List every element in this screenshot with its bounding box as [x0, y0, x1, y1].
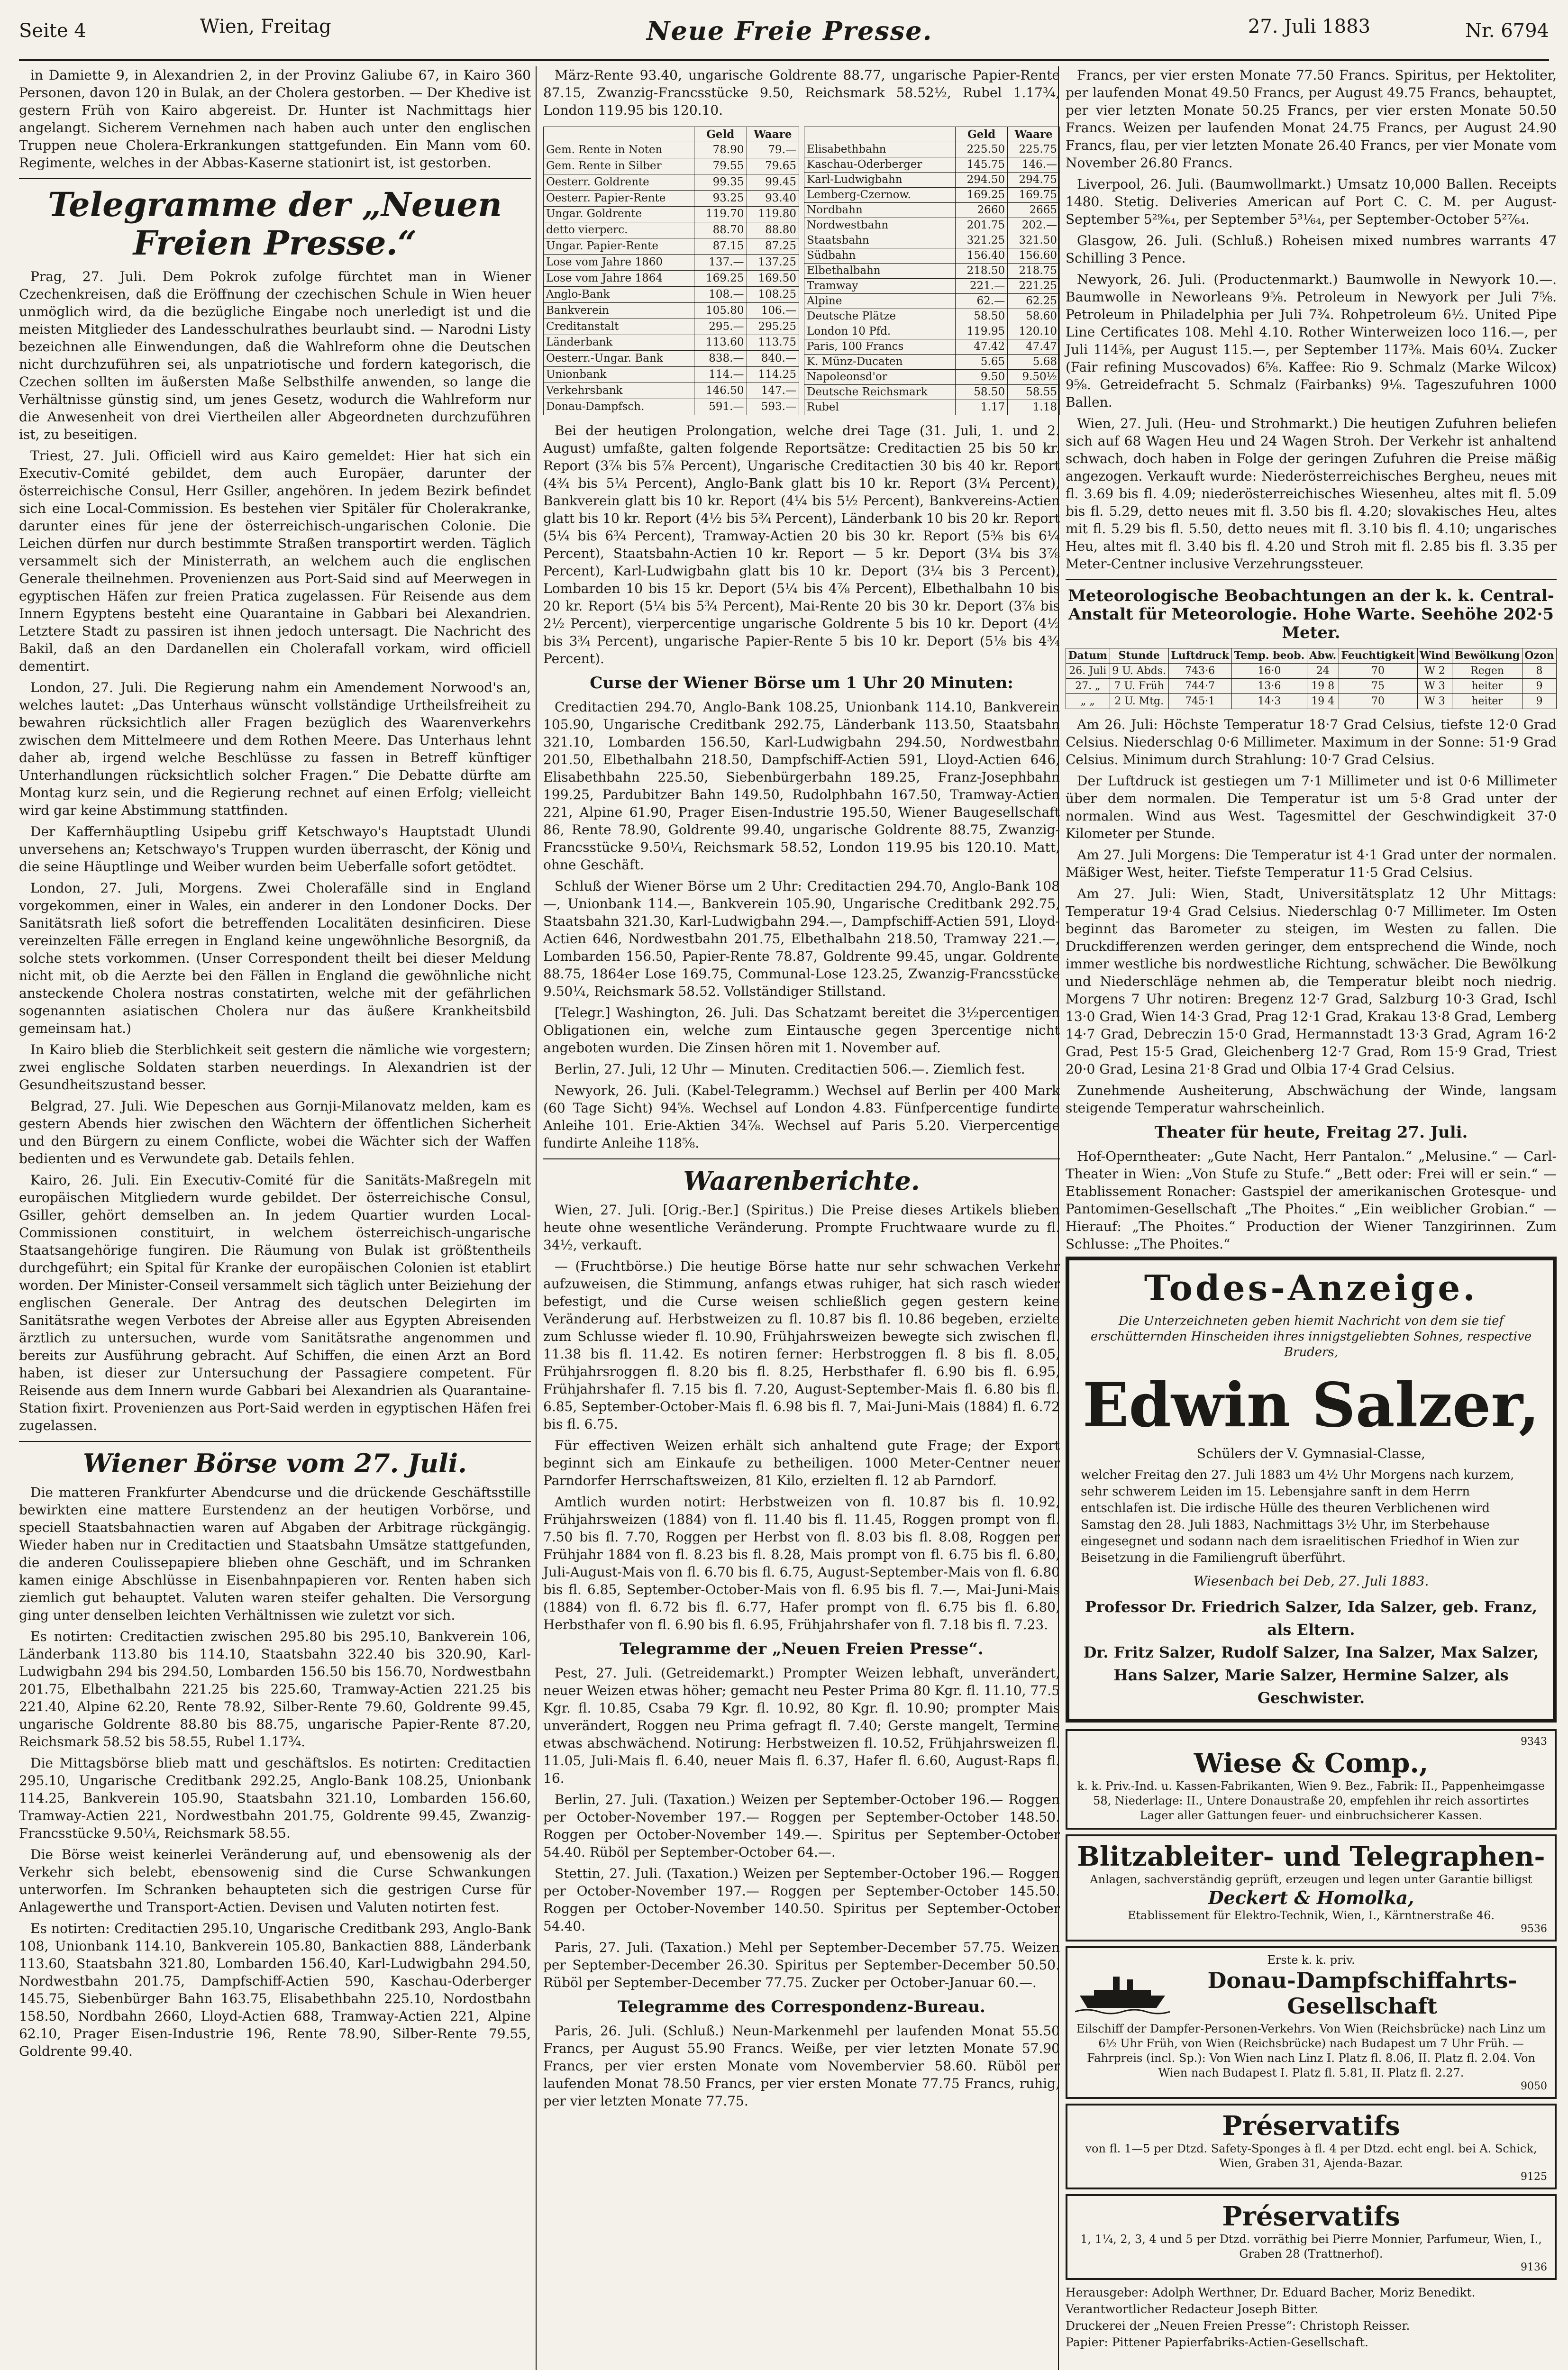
table-cell: Oesterr. Goldrente: [544, 174, 694, 190]
ad-number: 9050: [1521, 2080, 1547, 2093]
table-cell: 70: [1339, 664, 1417, 679]
table-cell: 221.25: [1008, 279, 1060, 294]
table-header: Luftdruck: [1168, 648, 1231, 664]
table-row: [544, 335, 799, 351]
exchange-rates-table-right: [804, 127, 1060, 415]
imprint-publishers: Herausgeber: Adolph Werthner, Dr. Eduard Bacher, Moriz Benedikt.: [1066, 2286, 1476, 2300]
table-cell: 27. „: [1066, 679, 1110, 694]
table-header: Abw.: [1307, 648, 1339, 664]
table-header: Temp. beob.: [1231, 648, 1307, 664]
table-row: [544, 222, 799, 238]
ad-title: Préservatifs: [1222, 2110, 1400, 2142]
dateline-place: Wien, Freitag: [200, 16, 331, 37]
table-cell: 840.—: [747, 351, 799, 367]
table-row: [544, 174, 799, 190]
table-cell: Lemberg-Czernow.: [804, 188, 956, 203]
table-header: Datum: [1066, 648, 1110, 664]
article-paragraph: Zunehmende Ausheiterung, Abschwächung der Winde, langsam steigende Temperatur wahrscheinlich.: [1066, 1083, 1557, 1116]
deceased-description: Schülers der V. Gymnasial-Classe,: [1196, 1446, 1426, 1462]
table-row: [804, 157, 1060, 173]
table-cell: 5.68: [1008, 355, 1060, 370]
table-cell: 47.47: [1008, 339, 1060, 355]
table-row: [544, 255, 799, 271]
ad-title: Donau-Dampfschiffahrts-Gesellschaft: [1207, 1968, 1517, 2019]
table-cell: 9: [1522, 694, 1556, 709]
article-paragraph: Die Mittagsbörse blieb matt und geschäftslos. Es notirten: Creditactien 295.10, Ungarische Creditbank 292.25, Anglo-Bank 108.25, Unionbank 114.25, Bankverein 105.90, Staatsbahn 321.10, Lombarden 156.60, Tramway-Actien 221, Nordwestbahn 201.75, Goldrente 99.45, Zwanzig-Francsstücke 9.50¼, Reichsmark 58.55.: [19, 1755, 531, 1841]
table-cell: 321.50: [1008, 233, 1060, 248]
table-cell: Paris, 100 Francs: [804, 339, 956, 355]
table-cell: Tramway: [804, 279, 956, 294]
table-cell: 201.75: [956, 218, 1008, 233]
ad-title: Wiese & Comp.,: [1194, 1748, 1429, 1779]
table-cell: 156.60: [1008, 248, 1060, 264]
table-cell: 146.—: [1008, 157, 1060, 173]
death-notice-place: Wiesenbach bei Deb, 27. Juli 1883.: [1193, 1573, 1429, 1589]
divider: [543, 1158, 1060, 1159]
ad-number: 9343: [1521, 1736, 1547, 1748]
table-cell: 19 4: [1307, 694, 1339, 709]
table-row: [544, 271, 799, 287]
table-cell: Deutsche Reichsmark: [804, 385, 956, 400]
table-cell: Länderbank: [544, 335, 694, 351]
table-cell: 62.—: [956, 294, 1008, 309]
article-paragraph: Die matteren Frankfurter Abendcurse und die drückende Geschäftsstille bewirkten eine mattere Eurstendenz an der heutigen Vorbörse, und speciell Staatsbahnactien waren auf Abgaben der Arbitrage rückgängig. Wieder haben nur in Creditactien und Staatsbahn Umsätze stattgefunden, die anderen Coulissepapiere blieben ohne Geschäft, und im Schranken kamen einige Abschlüsse in Eisenbahnpapieren vor. Renten haben sich ziemlich gut behauptet. Valuten waren steifer gehalten. Die Versorgung ging unter denselben leichten Verhältnissen wie zuletzt vor sich.: [19, 1485, 531, 1623]
article-paragraph: [Telegr.] Washington, 26. Juli. Das Schatzamt bereitet die 3½percentigen Obligationen ein, welche zum Eintausche gegen 3percentige nicht angeboten wurden. Die Zinsen hören mit 1. November auf.: [543, 1005, 1060, 1056]
table-header: Geld: [956, 127, 1008, 142]
table-cell: 9.50: [956, 370, 1008, 385]
table-cell: Unionbank: [544, 367, 694, 383]
advertisement-preservatifs-2: [1066, 2194, 1557, 2280]
table-row: [804, 355, 1060, 370]
ad-badge: Erste k. k. priv.: [1267, 1953, 1355, 1967]
table-cell: 113.60: [694, 335, 747, 351]
table-cell: Bankverein: [544, 302, 694, 319]
ad-text: Eilschiff der Dampfer-Personen-Verkehrs. Von Wien (Reichsbrücke) nach Linz um 6½ Uhr Früh, von Wien (Reichsbrücke) nach Budapest um 7 Uhr Früh. — Fahrpreis (incl. Sp.): Von Wien nach Linz I. Platz fl. 8.06, II. Platz fl. 2.04. Von Wien nach Budapest I. Platz fl. 5.81, II. Platz fl. 2.27.: [1076, 2022, 1546, 2080]
family-siblings: Dr. Fritz Salzer, Rudolf Salzer, Ina Salzer, Max Salzer, Hans Salzer, Marie Salzer, Hermine Salzer, als Geschwister.: [1083, 1643, 1539, 1707]
section-heading-theater: Theater für heute, Freitag 27. Juli.: [1154, 1123, 1468, 1142]
article-paragraph: Der Luftdruck ist gestiegen um 7·1 Millimeter und ist 0·6 Millimeter über dem normalen. Die Temperatur ist um 5·8 Grad unter der normalen. Wind aus West. Tagesmittel der Geschwindigkeit 37·0 Kilometer per Stunde.: [1066, 773, 1557, 842]
article-paragraph: Die Börse weist keinerlei Veränderung auf, und ebensowenig als der Verkehr sich belebt, ebensowenig sind die Curse Schwankungen unterworfen. Im Schranken behaupteten sich die gestrigen Curse für Anlagewerthe und Transport-Actien. Devisen und Valuten notirten fest.: [19, 1847, 531, 1915]
table-cell: 295.25: [747, 319, 799, 335]
table-cell: 1.17: [956, 400, 1008, 415]
table-cell: 147.—: [747, 383, 799, 399]
table-header: Wind: [1417, 648, 1452, 664]
masthead: [19, 3, 1549, 61]
article-paragraph: Es notirten: Creditactien 295.10, Ungarische Creditbank 293, Anglo-Bank 108, Unionbank 114.10, Bankverein 105.80, Bankactien 888, Länderbank 113.60, Staatsbahn 321.80, Lombarden 156.40, Karl-Ludwigbahn 294.50, Nordwestbahn 201.75, Dampfschiff-Actien 590, Kaschau-Oderberger 145.75, Siebenbürger Bahn 163.75, Elisabethbahn 225.10, Nordostbahn 158.50, Nordbahn 2660, Lloyd-Actien 688, Tramway-Actien 221, Alpine 62.10, Prager Eisen-Industrie 196, Rente 78.90, Silber-Rente 79.55, Goldrente 99.40.: [19, 1921, 531, 2060]
table-cell: 119.70: [694, 206, 747, 222]
table-cell: 87.15: [694, 238, 747, 255]
table-header: Geld: [694, 127, 747, 142]
article-paragraph: Der Kaffernhäuptling Usipebu griff Ketschwayo's Hauptstadt Ulundi unversehens an; Ketschwayo's Truppen wurden überrascht, der König und die seine Häuptlinge und Weiber wurden beim Ueberfalle sofort getödtet.: [19, 824, 531, 875]
exchange-rates-table-left: [543, 127, 799, 415]
table-row: [804, 203, 1060, 218]
table-cell: Lose vom Jahre 1860: [544, 255, 694, 271]
table-cell: Anglo-Bank: [544, 286, 694, 302]
table-cell: Creditanstalt: [544, 319, 694, 335]
table-cell: Elisabethbahn: [804, 142, 956, 157]
table-row: [544, 302, 799, 319]
divider: [1066, 579, 1557, 580]
section-heading-meteorology: Meteorologische Beobachtungen an der k. k. Central-Anstalt für Meteorologie. Hohe Warte. Seehöhe 202·5 Meter.: [1068, 586, 1554, 643]
table-row: [544, 399, 799, 415]
table-cell: Deutsche Plätze: [804, 309, 956, 324]
table-cell: 169.25: [694, 271, 747, 287]
table-cell: „ „: [1066, 694, 1110, 709]
table-cell: 58.60: [1008, 309, 1060, 324]
table-cell: detto vierperc.: [544, 222, 694, 238]
table-cell: 88.70: [694, 222, 747, 238]
imprint-editor: Verantwortlicher Redacteur Joseph Bitter.: [1066, 2302, 1319, 2316]
table-cell: 108.—: [694, 286, 747, 302]
table-cell: 119.95: [956, 324, 1008, 339]
table-row: [544, 238, 799, 255]
ad-text: k. k. Priv.-Ind. u. Kassen-Fabrikanten, Wien 9. Bez., Fabrik: II., Pappenheimgasse 58, Niederlage: II., Untere Donaustraße 20, empfehlen ihr reich assortirtes Lager aller Gattungen feuer- und einbruchsicherer Kassen.: [1077, 1779, 1545, 1823]
article-paragraph: Newyork, 26. Juli. (Kabel-Telegramm.) Wechsel auf Berlin per 400 Mark (60 Tage Sicht) 94⅝. Wechsel auf London 4.83. Fünfpercentige fundirte Anleihe 101. Erie-Aktien 34⅞. Wechsel auf Paris 5.20. Vierpercentige fundirte Anleihe 118⅝.: [543, 1083, 1060, 1151]
table-row: [804, 218, 1060, 233]
table-cell: 79.65: [747, 158, 799, 174]
table-row: [804, 324, 1060, 339]
article-paragraph: Amtlich wurden notirt: Herbstweizen von fl. 10.87 bis fl. 10.92, Frühjahrsweizen (1884) von fl. 11.40 bis fl. 11.45, Roggen prompt von fl. 7.50 bis fl. 7.70, Roggen per Herbst von fl. 8.03 bis fl. 8.08, Roggen per Frühjahr 1884 von fl. 8.23 bis fl. 8.28, Mais prompt von fl. 6.75 bis fl. 6.80, Juli-August-Mais von fl. 6.70 bis fl. 6.75, August-September-Mais von fl. 6.80 bis fl. 6.85, September-October-Mais von fl. 6.95 bis fl. 7.—, Mai-Juni-Mais (1884) von fl. 6.72 bis fl. 6.77, Hafer prompt von fl. 6.75 bis fl. 6.80, Herbsthafer von fl. 6.90 bis fl. 6.95, Frühjahrshafer von fl. 7.18 bis fl. 7.23.: [543, 1494, 1060, 1633]
table-cell: 9 U. Abds.: [1110, 664, 1168, 679]
column-3: [1058, 66, 1557, 2370]
section-heading-correspondenz: Telegramme des Correspondenz-Bureau.: [618, 1997, 985, 2017]
table-cell: 47.42: [956, 339, 1008, 355]
table-cell: Staatsbahn: [804, 233, 956, 248]
exchange-rates-tables: [543, 123, 1060, 422]
table-row: [544, 206, 799, 222]
table-cell: 1.18: [1008, 400, 1060, 415]
table-cell: 169.75: [1008, 188, 1060, 203]
table-cell: Verkehrsbank: [544, 383, 694, 399]
article-paragraph: Wien, 27. Juli. [Orig.-Ber.] (Spiritus.) Die Preise dieses Artikels blieben heute ohne wesentliche Veränderung. Prompte Fruchtwaare wurde zu fl. 34½, verkauft.: [543, 1202, 1060, 1253]
table-cell: Regen: [1452, 664, 1522, 679]
table-row: [804, 339, 1060, 355]
table-cell: 2 U. Mtg.: [1110, 694, 1168, 709]
table-cell: heiter: [1452, 694, 1522, 709]
table-row: [804, 400, 1060, 415]
table-cell: Ungar. Goldrente: [544, 206, 694, 222]
ad-text: Anlagen, sachverständig geprüft, erzeugen und legen unter Garantie billigst: [1090, 1873, 1532, 1887]
article-paragraph: März-Rente 93.40, ungarische Goldrente 88.77, ungarische Papier-Rente 87.15, Zwanzig-Francsstücke 9.50, Reichsmark 58.52½, Rubel 1.17¾, London 119.95 bis 120.10.: [543, 67, 1060, 118]
table-cell: 137.25: [747, 255, 799, 271]
death-notice: [1066, 1257, 1557, 1723]
table-row: [804, 188, 1060, 203]
table-cell: 321.25: [956, 233, 1008, 248]
table-cell: 26. Juli: [1066, 664, 1110, 679]
issue-number: Nr. 6794: [1465, 20, 1549, 42]
death-notice-title: Todes-Anzeige.: [1144, 1268, 1478, 1309]
table-cell: Kaschau-Oderberger: [804, 157, 956, 173]
table-row: [804, 294, 1060, 309]
table-cell: Gem. Rente in Silber: [544, 158, 694, 174]
table-cell: London 10 Pfd.: [804, 324, 956, 339]
table-cell: 295.—: [694, 319, 747, 335]
table-cell: 169.50: [747, 271, 799, 287]
table-cell: 79.55: [694, 158, 747, 174]
table-cell: 114.25: [747, 367, 799, 383]
article-paragraph: Stettin, 27. Juli. (Taxation.) Weizen per September-October 196.— Roggen per October-November 197.— Roggen per September-October 145.50. Roggen per October-November 140.50. Spiritus per September-October 54.40.: [543, 1866, 1060, 1934]
table-header: [804, 127, 956, 142]
table-cell: 8: [1522, 664, 1556, 679]
table-row: [804, 233, 1060, 248]
article-paragraph: Paris, 27. Juli. (Taxation.) Mehl per September-December 57.75. Weizen per September-December 26.30. Spiritus per September-December 50.50. Rüböl per September-December 77.75. Zucker per October-Januar 60.—.: [543, 1940, 1060, 1991]
table-row: [804, 385, 1060, 400]
table-row: [544, 286, 799, 302]
imprint-paper: Papier: Pittener Papierfabriks-Actien-Gesellschaft.: [1066, 2335, 1369, 2350]
article-paragraph: Wien, 27. Juli. (Heu- und Strohmarkt.) Die heutigen Zufuhren beliefen sich auf 68 Wagen Heu und 24 Wagen Stroh. Der Verkehr ist anhaltend schwach, doch haben in Folge der geringen Zufuhren die Preise mäßig angezogen. Verkauft wurde: Niederösterreichisches Bergheu, neues mit fl. 3.69 bis fl. 4.09; niederösterreichisches Wiesenheu, altes mit fl. 5.09 bis fl. 5.29, detto neues mit fl. 3.50 bis fl. 4.20; slovakisches Heu, altes mit fl. 5.29 bis fl. 5.50, detto neues mit fl. 3.10 bis fl. 4.10; ungarisches Heu, altes mit fl. 3.40 bis fl. 4.20 und Stroh mit fl. 2.85 bis fl. 3.35 per Meter-Centner inclusive Verzehrungssteuer.: [1066, 416, 1557, 572]
article-paragraph: London, 27. Juli. Die Regierung nahm ein Amendement Norwood's an, welches lautet: „Das Unterhaus wünscht vollständige Urtheilsfreiheit zu bewahren rücksichtlich aller Fragen bezüglich des Waarenverkehrs zwischen dem Mittelmeere und dem Rothen Meere. Das Unterhaus lehnt daher ab, irgend welche Beschlüsse zu fassen in Betreff künftiger Unterhandlungen rücksichtlich solcher Fragen.“ Die Debatte dürfte am Montag kurz sein, und die Regierung rechnet auf einen Erfolg; vielleicht wird gar keine Abstimmung stattfinden.: [19, 680, 531, 818]
table-header: Feuchtigkeit: [1339, 648, 1417, 664]
imprint: [1066, 2285, 1557, 2350]
table-row: [544, 158, 799, 174]
divider: [19, 178, 531, 179]
table-cell: 62.25: [1008, 294, 1060, 309]
table-cell: 225.75: [1008, 142, 1060, 157]
masthead-center: [86, 16, 1465, 46]
table-cell: Alpine: [804, 294, 956, 309]
family-parents: Professor Dr. Friedrich Salzer, Ida Salzer, geb. Franz, als Eltern.: [1085, 1598, 1538, 1639]
column-2: [536, 66, 1060, 2370]
table-cell: 113.75: [747, 335, 799, 351]
article-paragraph: Bei der heutigen Prolongation, welche drei Tage (31. Juli, 1. und 2. August) umfaßte, galten folgende Reportsätze: Creditactien 25 bis 50 kr. Report (3⅞ bis 5⅞ Percent), Ungarische Creditactien 30 bis 40 kr. Report (4¾ bis 5¼ Percent), Anglo-Bank glatt bis 10 kr. Report (3¼ Percent), Bankverein glatt bis 10 kr. Report (4¼ bis 5½ Percent), Bankvereins-Actien glatt bis 10 kr. Report (4½ bis 5¾ Percent), Länderbank 10 bis 20 kr. Report (5¼ bis 6¾ Percent), Tramway-Actien 20 bis 30 kr. Report (5⅜ bis 6¼ Percent), Staatsbahn-Actien 10 kr. Report — 5 kr. Deport (3¼ bis 3⅞ Percent), Karl-Ludwigbahn glatt bis 10 kr. Deport (3¼ bis 3 Percent), Lombarden 10 bis 15 kr. Deport (5¼ bis 4⅞ Percent), Elbethalbahn 10 bis 20 kr. Report (5¼ bis 5¾ Percent), Mai-Rente 20 bis 30 kr. Deport (3⅞ bis 2½ Percent), vierpercentige ungarische Goldrente 5 bis 10 kr. Deport (4½ bis 3¾ Percent), ungarische Papier-Rente 5 bis 10 kr. Deport (5⅛ bis 4¾ Percent).: [543, 423, 1060, 666]
article-paragraph: Creditactien 294.70, Anglo-Bank 108.25, Unionbank 114.10, Bankverein 105.90, Ungarische Creditbank 292.75, Länderbank 113.50, Staatsbahn 321.10, Lombarden 156.50, Karl-Ludwigbahn 294.50, Nordwestbahn 201.50, Elbethalbahn 218.50, Dampfschiff-Actien 591, Lloyd-Actien 646, Elisabethbahn 225.50, Siebenbürgerbahn 189.25, Franz-Josephbahn 199.25, Pardubitzer Bahn 149.50, Rudolphbahn 167.50, Tramway-Actien 221, Alpine 61.90, Prager Eisen-Industrie 195.50, Wiener Baugesellschaft 86, Rente 78.90, Goldrente 99.40, ungarische Goldrente 88.75, Zwanzig-Francsstücke 9.50¼, Reichsmark 58.52, London 119.95 bis 120.10. Matt, ohne Geschäft.: [543, 699, 1060, 873]
section-heading-curse: Curse der Wiener Börse um 1 Uhr 20 Minuten:: [590, 674, 1013, 693]
table-cell: 5.65: [956, 355, 1008, 370]
column-1: [19, 66, 531, 2370]
table-cell: Nordbahn: [804, 203, 956, 218]
table-cell: Karl-Ludwigbahn: [804, 173, 956, 188]
table-cell: 9: [1522, 679, 1556, 694]
table-header: Waare: [747, 127, 799, 142]
article-paragraph: Francs, per vier ersten Monate 77.50 Francs. Spiritus, per Hektoliter, per laufenden Monat 49.50 Francs, per August 49.75 Francs, behauptet, per vier letzten Monate 50.25 Francs, per vier ersten Monate 50.50 Francs. Weizen per laufenden Monat 24.75 Francs, per August 24.90 Francs, flau, per vier letzten Monate 26.40 Francs, per vier Monate vom November 26.80 Francs.: [1066, 67, 1557, 171]
table-cell: Rubel: [804, 400, 956, 415]
section-heading-telegramme-2: Telegramme der „Neuen Freien Presse“.: [620, 1640, 984, 1659]
article-paragraph: Triest, 27. Juli. Officiell wird aus Kairo gemeldet: Hier hat sich ein Executiv-Comité gebildet, dem auch Europäer, darunter der österreichische Consul, Herr Gsiller, angehören. In jedem Bezirk befindet sich eine Local-Commission. Es bestehen vier Spitäler für Cholerakranke, darunter eines für jene der österreichisch-ungarischen Colonie. Die Leichen dürfen nur durch bestimmte Straßen transportirt werden. Täglich versammelt sich der Ministerrath, an welchem auch die englischen Generale theilnehmen. Provenienzen aus Port-Said sind auf Meerwegen in egyptischen Häfen zur freien Pratica zugelassen. Für Reisende aus dem Innern Egyptens besteht eine Quarantaine in Gabbari bei Alexandrien. Letztere Stadt zu passiren ist ihnen jedoch untersagt. Die Nachricht des Bakil, daß an den Dardanellen ein Cholerafall vorkam, wird officiell dementirt.: [19, 448, 531, 674]
table-cell: Oesterr.-Ungar. Bank: [544, 351, 694, 367]
table-cell: 294.50: [956, 173, 1008, 188]
article-paragraph: Liverpool, 26. Juli. (Baumwollmarkt.) Umsatz 10,000 Ballen. Receipts 1480. Stetig. Deliveries American auf Port C. C. M. per August-September 5²⁹⁄₆₄, per September 5³¹⁄₆₄, per September-October 5²⁷⁄₆₄.: [1066, 176, 1557, 227]
table-cell: 78.90: [694, 142, 747, 158]
article-paragraph: Newyork, 26. Juli. (Productenmarkt.) Baumwolle in Newyork 10.—. Baumwolle in Neworleans 9⅝. Petroleum in Newyork per Juli 7⅝. Petroleum in Philadelphia per Juli 7¾. Rohpetroleum 6½. United Pipe Line Certificates 108. Mehl 4.10. Rother Winterweizen loco 116.—, per Juli 114⅝, per August 115.—, per September 117⅜. Mais 60¼. Zucker (Fair refining Muscovados) 6⅝. Kaffee: Rio 9. Schmalz (Marke Wilcox) 9⅝. Getreidefracht 5. Schmalz (Fairbanks) 9⅛. Tageszufuhren 1000 Ballen.: [1066, 272, 1557, 410]
death-notice-intro: Die Unterzeichneten geben hiemit Nachricht von dem sie tief erschütternden Hinscheiden ihres innigstgeliebten Sohnes, respective Bruders,: [1090, 1314, 1532, 1360]
table-cell: 70: [1339, 694, 1417, 709]
table-cell: 75: [1339, 679, 1417, 694]
table-cell: 743·6: [1168, 664, 1231, 679]
table-row: [804, 309, 1060, 324]
table-cell: 591.—: [694, 399, 747, 415]
table-cell: 2665: [1008, 203, 1060, 218]
table-cell: 58.55: [1008, 385, 1060, 400]
article-paragraph: Für effectiven Weizen erhält sich anhaltend gute Frage; der Export beginnt sich am Einkaufe zu betheiligen. 1000 Meter-Centner neuer Parndorfer Herrschaftsweizen, 81 Kilo, erzielten fl. 12 ab Parndorf.: [543, 1438, 1060, 1489]
weather-observations-table: [1066, 648, 1557, 709]
table-cell: 108.25: [747, 286, 799, 302]
ad-title: Blitzableiter- und Telegraphen-: [1077, 1841, 1545, 1873]
article-paragraph: Glasgow, 26. Juli. (Schluß.) Roheisen mixed numbres warrants 47 Schilling 3 Pence.: [1066, 233, 1557, 266]
table-header: Stunde: [1110, 648, 1168, 664]
table-cell: K. Münz-Ducaten: [804, 355, 956, 370]
table-row: [804, 264, 1060, 279]
advertisement-donau-dampfschiffahrt: [1066, 1946, 1557, 2099]
table-cell: Elbethalbahn: [804, 264, 956, 279]
table-row: [804, 142, 1060, 157]
table-cell: Nordwestbahn: [804, 218, 956, 233]
table-cell: 225.50: [956, 142, 1008, 157]
table-cell: 106.—: [747, 302, 799, 319]
ad-firm: Deckert & Homolka,: [1208, 1887, 1414, 1909]
table-row: [804, 279, 1060, 294]
table-cell: Südbahn: [804, 248, 956, 264]
table-cell: Gem. Rente in Noten: [544, 142, 694, 158]
table-cell: 87.25: [747, 238, 799, 255]
article-paragraph: Hof-Operntheater: „Gute Nacht, Herr Pantalon.“ „Melusine.“ — Carl-Theater in Wien: „Von Stufe zu Stufe.“ „Bett oder: Frei will er sein.“ — Etablissement Ronacher: Gastspiel der amerikanischen Grotesque- und Pantomimen-Gesellschaft „The Phoites.“ „Ein weiblicher Grobian.“ — Hierauf: „The Phoites.“ Production der Wiener Tanzgirinnen. Zum Schlusse: „The Phoites.“: [1066, 1149, 1557, 1252]
table-cell: Donau-Dampfsch.: [544, 399, 694, 415]
divider: [19, 1441, 531, 1442]
table-cell: Lose vom Jahre 1864: [544, 271, 694, 287]
table-cell: 58.50: [956, 385, 1008, 400]
article-paragraph: Schluß der Wiener Börse um 2 Uhr: Creditactien 294.70, Anglo-Bank 108 —, Unionbank 114.—, Bankverein 105.90, Ungarische Creditbank 292.75, Staatsbahn 321.30, Karl-Ludwigbahn 294.—, Dampfschiff-Actien 591, Lloyd-Actien 646, Nordwestbahn 201.75, Elbethalbahn 218.50, Tramway 221.—, Lombarden 156.50, Papier-Rente 78.87, Goldrente 99.45, ungar. Goldrente 88.75, 1864er Lose 169.75, Communal-Lose 123.25, Zwanzig-Francsstücke 9.50¼, Reichsmark 58.52. Vollständiger Stillstand.: [543, 878, 1060, 1000]
table-cell: 13·6: [1231, 679, 1307, 694]
advertisement-wiese: [1066, 1729, 1557, 1830]
table-row: [804, 173, 1060, 188]
table-row: [544, 319, 799, 335]
table-cell: 119.80: [747, 206, 799, 222]
table-cell: 24: [1307, 664, 1339, 679]
table-row: [1066, 664, 1557, 679]
table-header: [544, 127, 694, 142]
steamship-icon: [1075, 1972, 1170, 2014]
ad-header: [1075, 1968, 1547, 2019]
table-cell: W 3: [1417, 694, 1452, 709]
table-row: [804, 248, 1060, 264]
article-paragraph: London, 27. Juli, Morgens. Zwei Cholerafälle sind in England vorgekommen, einer in Wales, ein anderer in den Londoner Docks. Der Sanitätsrath ließ sofort die betreffenden Localitäten desinficiren. Diese vereinzelten Fälle erregen in England keine ungewöhnliche Besorgniß, da solche stets vorkommen. (Unser Correspondent theilt bei dieser Meldung nicht mit, ob die Aerzte bei den Fällen in England die gewöhnliche nicht ansteckende Cholera nostras constatirten, welche mit der gefährlichen sogenannten asiatischen Cholera nur das äußere Krankheitsbild gemeinsam hat.): [19, 880, 531, 1036]
article-paragraph: Am 27. Juli: Wien, Stadt, Universitätsplatz 12 Uhr Mittags: Temperatur 19·4 Grad Celsius. Niederschlag 0·7 Millimeter. Im Osten beginnt das Barometer zu steigen, im Westen zu fallen. Die Druckdifferenzen werden geringer, dem entsprechend die Winde, noch immer westliche bis nordwestliche Richtung, schwächer. Die Bewölkung und Niederschläge nehmen ab, die Temperatur bleibt noch niedrig. Morgens 7 Uhr notiren: Bregenz 12·7 Grad, Salzburg 10·3 Grad, Ischl 13·0 Grad, Wien 14·3 Grad, Prag 12·1 Grad, Krakau 13·8 Grad, Lemberg 14·7 Grad, Debreczin 15·0 Grad, Hermannstadt 13·3 Grad, Agram 16·2 Grad, Pest 15·5 Grad, Gleichenberg 12·7 Grad, Rom 15·9 Grad, Triest 20·0 Grad, Lesina 21·8 Grad und Olbia 17·4 Grad Celsius.: [1066, 886, 1557, 1077]
table-row: [804, 370, 1060, 385]
table-cell: 88.80: [747, 222, 799, 238]
table-cell: 218.50: [956, 264, 1008, 279]
table-cell: 120.10: [1008, 324, 1060, 339]
article-paragraph: Paris, 26. Juli. (Schluß.) Neun-Markenmehl per laufenden Monat 55.50 Francs, per August 55.90 Francs. Weiße, per vier letzten Monate 57.90 Francs, per vier ersten Monate vom Novembervier 58.60. Rüböl per laufenden Monat 78.50 Francs, per vier ersten Monate 77.75 Francs, ruhig, per vier letzten Monate 77.75.: [543, 2023, 1060, 2109]
article-paragraph: Berlin, 27. Juli. (Taxation.) Weizen per September-October 196.— Roggen per October-November 197.— Roggen per September-October 148.50. Roggen per October-November 149.—. Spiritus per September-October 54.40. Rüböl per September-October 64.—.: [543, 1792, 1060, 1860]
death-notice-text: welcher Freitag den 27. Juli 1883 um 4½ Uhr Morgens nach kurzem, sehr schwerem Leiden im 15. Lebensjahre sanft in dem Herrn entschlafen ist. Die irdische Hülle des theuren Verblichenen wird Samstag den 28. Juli 1883, Nachmittags 3½ Uhr, im Sterbehause eingesegnet und sodann nach dem israelitischen Friedhof in Wien zur Beisetzung in die Familiengruft überführt.: [1081, 1468, 1519, 1566]
section-heading-boerse: Wiener Börse vom 27. Juli.: [83, 1448, 467, 1478]
table-cell: 7 U. Früh: [1110, 679, 1168, 694]
table-cell: 2660: [956, 203, 1008, 218]
table-cell: 19 8: [1307, 679, 1339, 694]
table-cell: 14·3: [1231, 694, 1307, 709]
table-header: Bewölkung: [1452, 648, 1522, 664]
ad-text: von fl. 1—5 per Dtzd. Safety-Sponges à fl. 4 per Dtzd. echt engl. bei A. Schick, Wien, Graben 31, Ajenda-Bazar.: [1085, 2142, 1537, 2170]
article-paragraph: — (Fruchtbörse.) Die heutige Börse hatte nur sehr schwachen Verkehr aufzuweisen, die Stimmung, anfangs etwas ruhiger, hat sich rasch wieder befestigt, und die Curse weisen schließlich gegen gestern keine Veränderung auf. Herbstweizen zu fl. 10.87 bis fl. 10.86 begeben, erzielte zum Schlusse wieder fl. 10.90, Frühjahrsweizen bewegte sich zwischen fl. 11.38 bis fl. 11.42. Es notiren ferner: Herbstroggen fl. 8 bis fl. 8.05, Frühjahrsroggen fl. 8.20 bis fl. 8.25, Herbsthafer fl. 6.90 bis fl. 6.95, Frühjahrshafer fl. 7.15 bis fl. 7.20, August-September-Mais fl. 6.80 bis fl. 6.85, September-October-Mais fl. 6.98 bis fl. 7, Mai-Juni-Mais (1884) fl. 6.72 bis fl. 6.75.: [543, 1258, 1060, 1432]
table-cell: Ungar. Papier-Rente: [544, 238, 694, 255]
table-cell: 93.25: [694, 190, 747, 206]
table-header: Ozon: [1522, 648, 1556, 664]
article-paragraph: Pest, 27. Juli. (Getreidemarkt.) Prompter Weizen lebhaft, unverändert, neuer Weizen etwas höher; gemacht neu Pester Prima 80 Kgr. fl. 11.10, 77.5 Kgr. fl. 10.85, Csaba 79 Kgr. fl. 10.92, 80 Kgr. fl. 10.90; prompter Mais unverändert, Roggen neu Prima gefragt fl. 7.40; Gerste mangelt, Termine etwas abschwächend. Notirung: Herbstweizen fl. 10.52, Frühjahrsweizen fl. 11.05, Juli-Mais fl. 6.40, neuer Mais fl. 6.37, Hafer fl. 6.60, August-Raps fl. 16.: [543, 1665, 1060, 1787]
table-cell: 221.—: [956, 279, 1008, 294]
table-cell: 169.25: [956, 188, 1008, 203]
table-cell: 93.40: [747, 190, 799, 206]
ad-number: 9136: [1521, 2261, 1547, 2274]
article-paragraph: Es notirten: Creditactien zwischen 295.80 bis 295.10, Bankverein 106, Länderbank 113.80 bis 114.10, Staatsbahn 322.40 bis 320.90, Karl-Ludwigbahn 294 bis 294.50, Lombarden 156.50 bis 156.70, Nordwestbahn 201.75, Elbethalbahn 221.25 bis 225.60, Tramway-Actien 221.25 bis 221.40, Alpine 62.20, Rente 78.92, Silber-Rente 79.60, Goldrente 99.45, ungarische Goldrente 88.80 bis 88.75, ungarische Papier-Rente 87.20, Reichsmark 58.52 bis 58.55, Rubel 1.17¾.: [19, 1629, 531, 1750]
table-row: [1066, 679, 1557, 694]
article-paragraph: Prag, 27. Juli. Dem Pokrok zufolge fürchtet man in Wiener Czechenkreisen, daß die Eröffnung der czechischen Schule in Wien heuer unmöglich wird, da die bezügliche Eingabe noch unerledigt ist und die meisten Mitglieder des Landesschulrathes beurlaubt sind. — Narodni Listy bezeichnen alle Einwendungen, daß die Wahlreform ohne die Deutschen nicht durchzuführen sei, als unpatriotische und fordern kategorisch, die Czechen sollten im äußersten Maße Selbsthilfe anwenden, so lange die Verhältnisse günstig sind, um jenes Gesetz, wodurch die Wahlreform nur die Anwesenheit von drei Viertheilen aller Abgeordneten durchzuführen ist, zu beseitigen.: [19, 269, 531, 442]
article-paragraph: Berlin, 27. Juli, 12 Uhr — Minuten. Creditactien 506.—. Ziemlich fest.: [555, 1061, 1025, 1077]
ad-text: 1, 1¼, 2, 3, 4 und 5 per Dtzd. vorräthig bei Pierre Monnier, Parfumeur, Wien, I., Graben 28 (Trattnerhof).: [1080, 2233, 1542, 2261]
table-cell: 99.35: [694, 174, 747, 190]
table-cell: 16·0: [1231, 664, 1307, 679]
table-cell: heiter: [1452, 679, 1522, 694]
table-cell: 114.—: [694, 367, 747, 383]
table-cell: 146.50: [694, 383, 747, 399]
article-paragraph: Am 27. Juli Morgens: Die Temperatur ist 4·1 Grad unter der normalen. Mäßiger West, heiter. Tiefste Temperatur 11·5 Grad Celsius.: [1066, 847, 1557, 881]
ad-title: Préservatifs: [1222, 2201, 1400, 2233]
article-paragraph: Kairo, 26. Juli. Ein Executiv-Comité für die Sanitäts-Maßregeln mit europäischen Mitgliedern wurde gebildet. Der österreichische Consul, Gsiller, gehört demselben an. In jedem Quartier wurden Local-Commissionen constituirt, in welchem österreichisch-ungarische Staatsangehörige fungiren. Die Räumung von Bulak ist größtentheils durchgeführt; ein Spital für Kranke der europäischen Colonien ist etablirt worden. Der Minister-Conseil versammelt sich täglich unter Beiziehung der englischen Generale. Der Antrag des deutschen Delegirten im Sanitätsrathe wegen Verbotes der Abreise aller aus Egypten Abreisenden ärztlich zu untersuchen, wurde vom Sanitätsrathe angenommen und bereits zur Ausführung gebracht. Auf Schiffen, die einen Arzt an Bord haben, ist dieser zur Untersuchung der Passagiere competent. Für Reisende aus dem Innern wurde Gabbari bei Alexandrien als Quarantaine-Station fixirt. Provenienzen aus Port-Said werden in egyptischen Häfen frei zugelassen.: [19, 1172, 531, 1433]
table-cell: 202.—: [1008, 218, 1060, 233]
table-cell: 9.50½: [1008, 370, 1060, 385]
table-row: [544, 383, 799, 399]
table-cell: 156.40: [956, 248, 1008, 264]
table-cell: 58.50: [956, 309, 1008, 324]
table-header: Waare: [1008, 127, 1060, 142]
ad-address: Etablissement für Elektro-Technik, Wien, I., Kärntnerstraße 46.: [1127, 1909, 1495, 1923]
ad-number: 9536: [1521, 1923, 1547, 1935]
section-heading-telegramme: Telegramme der „Neuen Freien Presse.“: [48, 185, 502, 263]
table-cell: 838.—: [694, 351, 747, 367]
table-cell: W 2: [1417, 664, 1452, 679]
table-row: [1066, 694, 1557, 709]
table-cell: 218.75: [1008, 264, 1060, 279]
table-cell: 137.—: [694, 255, 747, 271]
newspaper-title: Neue Freie Presse.: [647, 16, 933, 46]
table-cell: 745·1: [1168, 694, 1231, 709]
table-cell: 145.75: [956, 157, 1008, 173]
table-cell: 99.45: [747, 174, 799, 190]
section-heading-waaren: Waarenberichte.: [683, 1166, 920, 1196]
page-number: Seite 4: [19, 20, 86, 42]
table-row: [544, 351, 799, 367]
article-paragraph: Am 26. Juli: Höchste Temperatur 18·7 Grad Celsius, tiefste 12·0 Grad Celsius. Niederschlag 0·6 Millimeter. Maximum in der Sonne: 51·9 Grad Celsius. Minimum durch Strahlung: 10·7 Grad Celsius.: [1066, 717, 1557, 768]
table-cell: Napoleonsd'or: [804, 370, 956, 385]
table-row: [544, 142, 799, 158]
table-row: [544, 367, 799, 383]
ad-number: 9125: [1521, 2171, 1547, 2183]
table-cell: 105.80: [694, 302, 747, 319]
table-cell: 294.75: [1008, 173, 1060, 188]
article-paragraph: in Damiette 9, in Alexandrien 2, in der Provinz Galiube 67, in Kairo 360 Personen, davon 120 in Bulak, an der Cholera gestorben. — Der Khedive ist gestern Früh von Kairo abgereist. Dr. Hunter ist Nachmittags hier angelangt. Sicherem Vernehmen nach haben auch unter den englischen Truppen neue Cholera-Erkrankungen stattgefunden. Ein Mann vom 60. Regimente, welches in der Abbas-Kaserne stationirt ist, ist gestorben.: [19, 67, 531, 171]
table-cell: 593.—: [747, 399, 799, 415]
imprint-printer: Druckerei der „Neuen Freien Presse“: Christoph Reisser.: [1066, 2319, 1410, 2333]
table-cell: 744·7: [1168, 679, 1231, 694]
table-row: [544, 190, 799, 206]
article-paragraph: In Kairo blieb die Sterblichkeit seit gestern die nämliche wie vorgestern; zwei englische Soldaten starben neuerdings. In Alexandrien ist der Gesundheitszustand besser.: [19, 1042, 531, 1093]
deceased-name: Edwin Salzer,: [1082, 1370, 1540, 1441]
article-paragraph: Belgrad, 27. Juli. Wie Depeschen aus Gornji-Milanovatz melden, kam es gestern Abends hier zwischen den Wächtern der öffentlichen Sicherheit und den Bürgern zu einem Conflicte, wobei die Wächter sich der Waffen bedienten und es Verwundete gab. Details fehlen.: [19, 1098, 531, 1167]
table-cell: Oesterr. Papier-Rente: [544, 190, 694, 206]
table-cell: 79.—: [747, 142, 799, 158]
table-cell: W 3: [1417, 679, 1452, 694]
dateline-date: 27. Juli 1883: [1248, 16, 1371, 37]
advertisement-blitzableiter: [1066, 1834, 1557, 1942]
advertisement-preservatifs-1: [1066, 2104, 1557, 2189]
